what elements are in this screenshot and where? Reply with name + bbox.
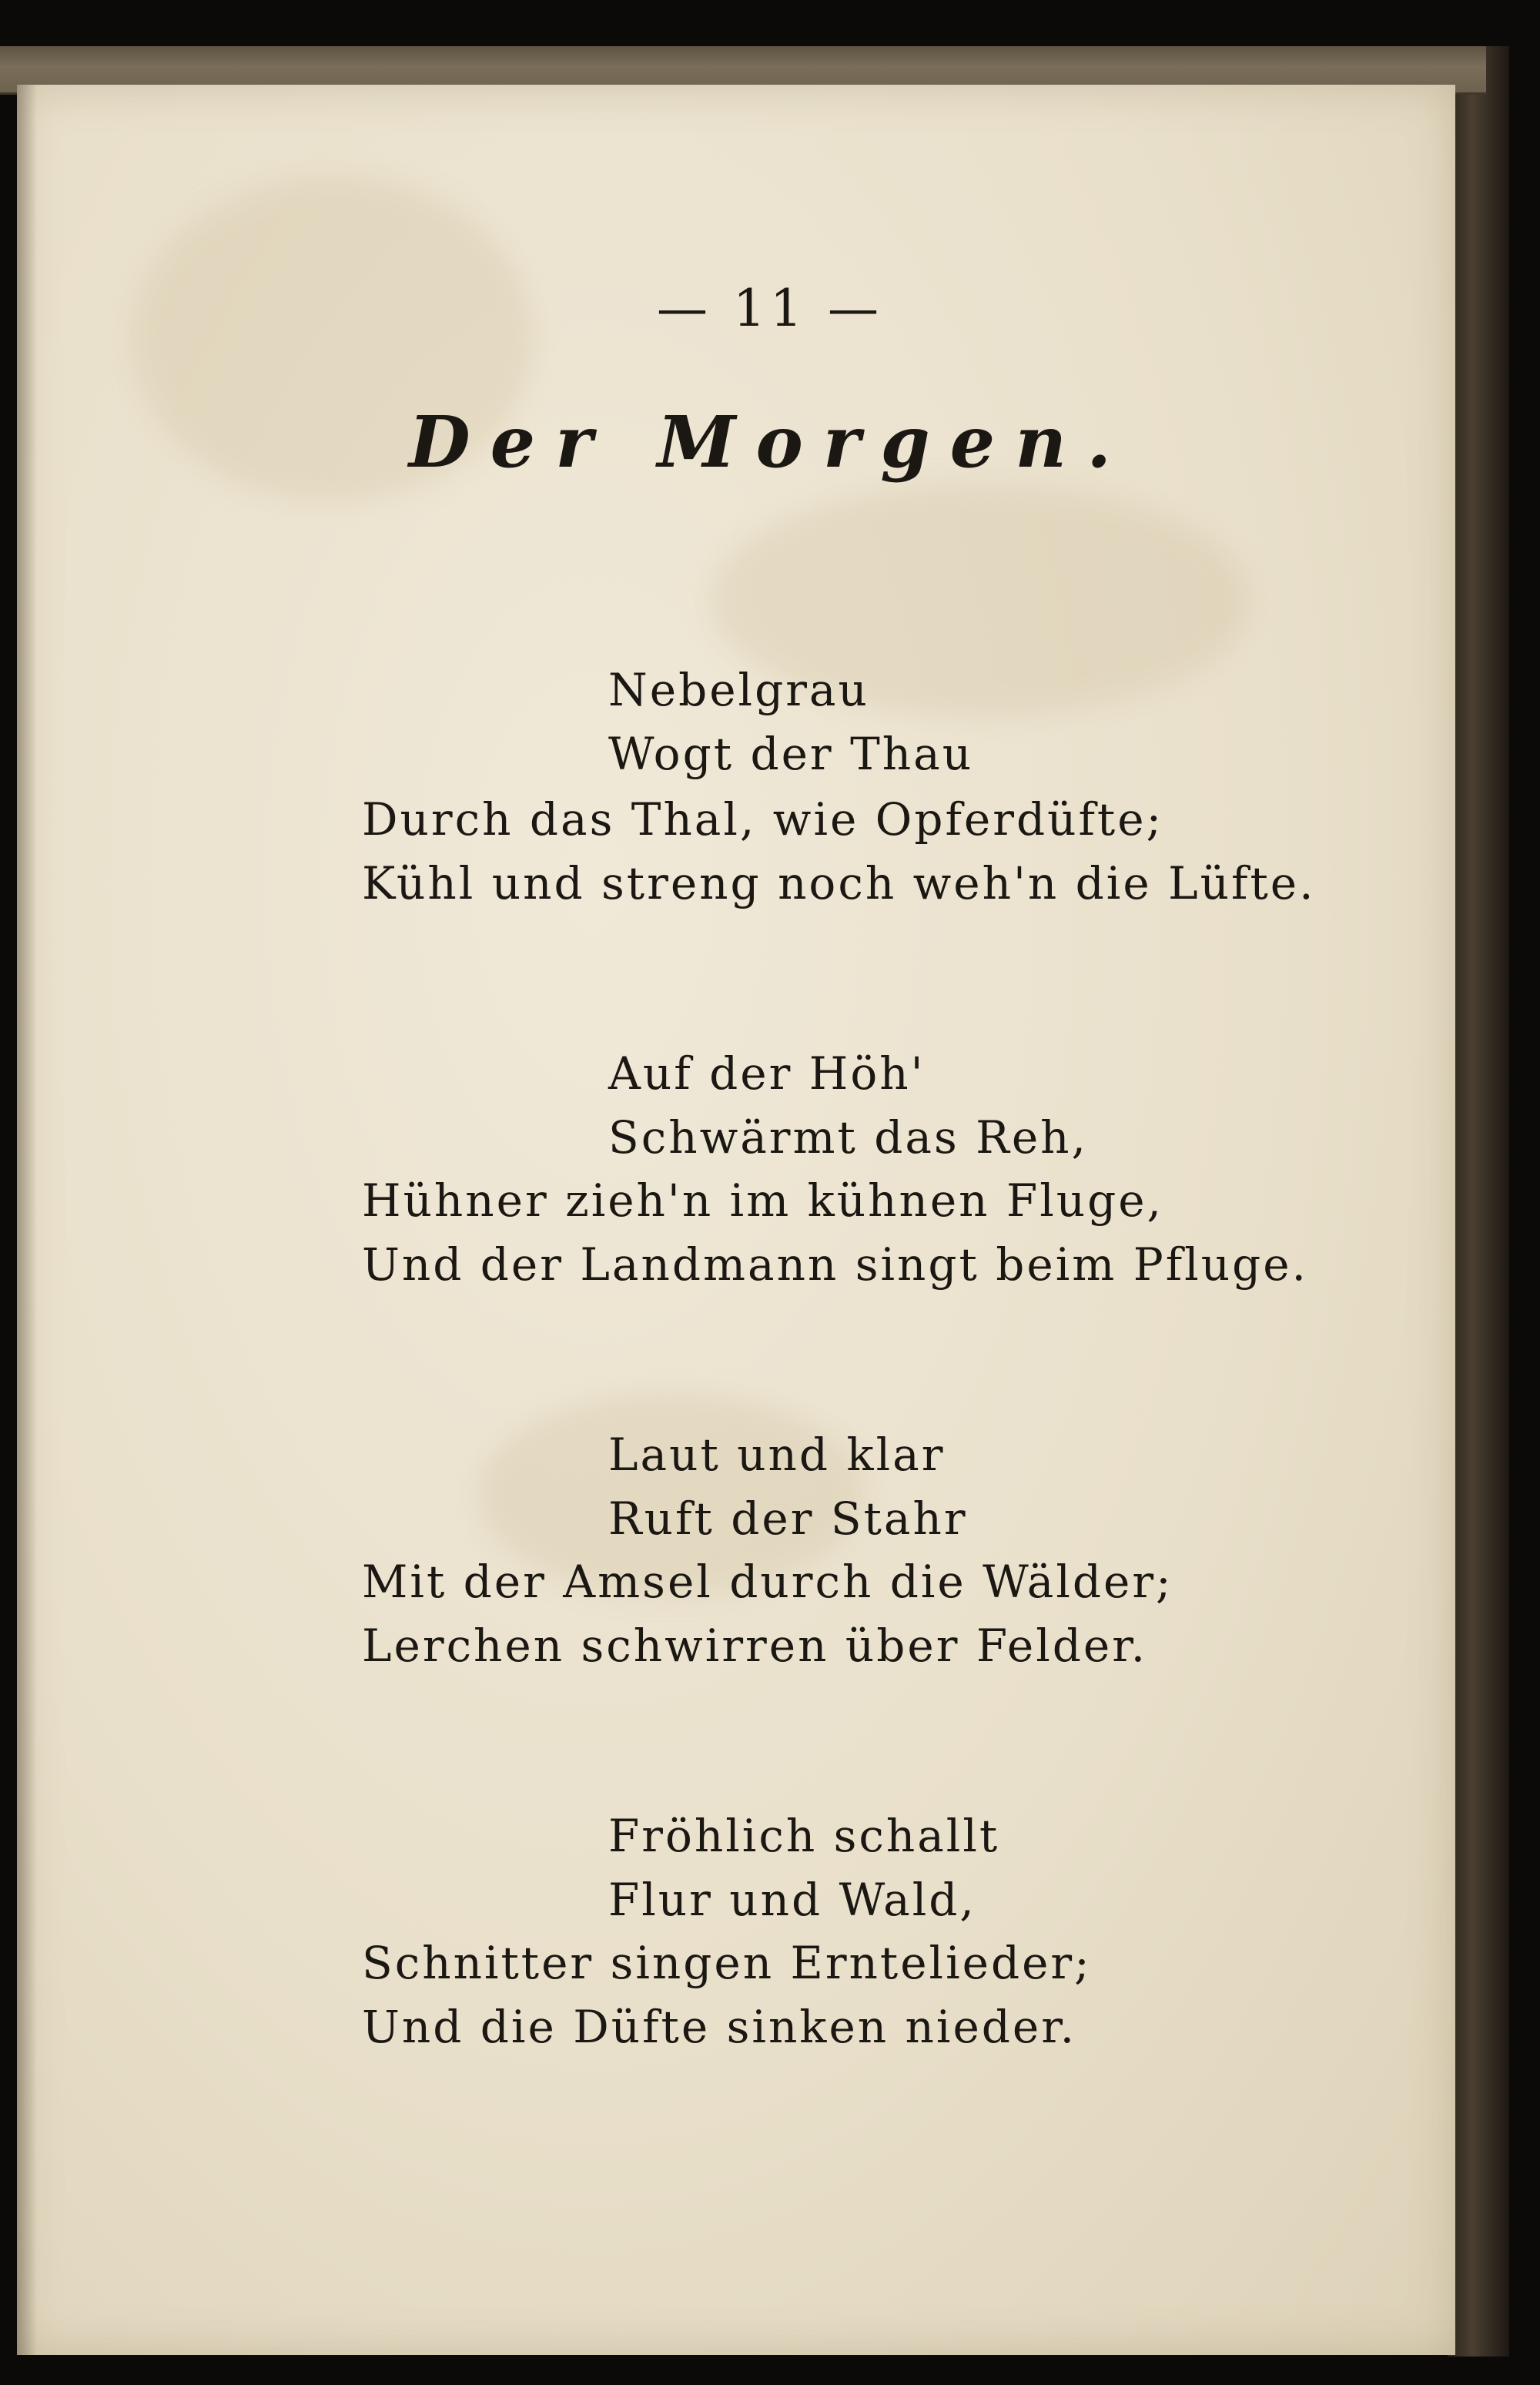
- poem-line: Mit der Amsel durch die Wälder;: [362, 1556, 1173, 1608]
- poem-line: Ruft der Stahr: [608, 1492, 968, 1545]
- poem-line: Kühl und streng noch weh'n die Lüfte.: [362, 857, 1316, 909]
- poem-line: Laut und klar: [608, 1429, 946, 1481]
- poem-line: Und der Landmann singt beim Pfluge.: [362, 1238, 1308, 1291]
- book-cover-edge-right: [1448, 46, 1509, 2357]
- poem-line: Auf der Höh': [608, 1047, 926, 1100]
- poem-line: Flur und Wald,: [608, 1874, 976, 1926]
- poem-line: Lerchen schwirren über Felder.: [362, 1620, 1148, 1672]
- poem-title: Der Morgen.: [408, 400, 1132, 484]
- poem-line: Durch das Thal, wie Opferdüfte;: [362, 793, 1164, 846]
- poem-line: Nebelgrau: [608, 664, 869, 716]
- poem-line: Wogt der Thau: [608, 728, 974, 780]
- poem-line: Schnitter singen Erntelieder;: [362, 1937, 1092, 1989]
- poem-line: Hühner zieh'n im kühnen Fluge,: [362, 1174, 1163, 1227]
- poem-line: Schwärmt das Reh,: [608, 1111, 1088, 1164]
- poem-line: Fröhlich schallt: [608, 1810, 1000, 1862]
- page-number: — 11 —: [657, 279, 883, 338]
- poem-line: Und die Düfte sinken nieder.: [362, 2001, 1077, 2053]
